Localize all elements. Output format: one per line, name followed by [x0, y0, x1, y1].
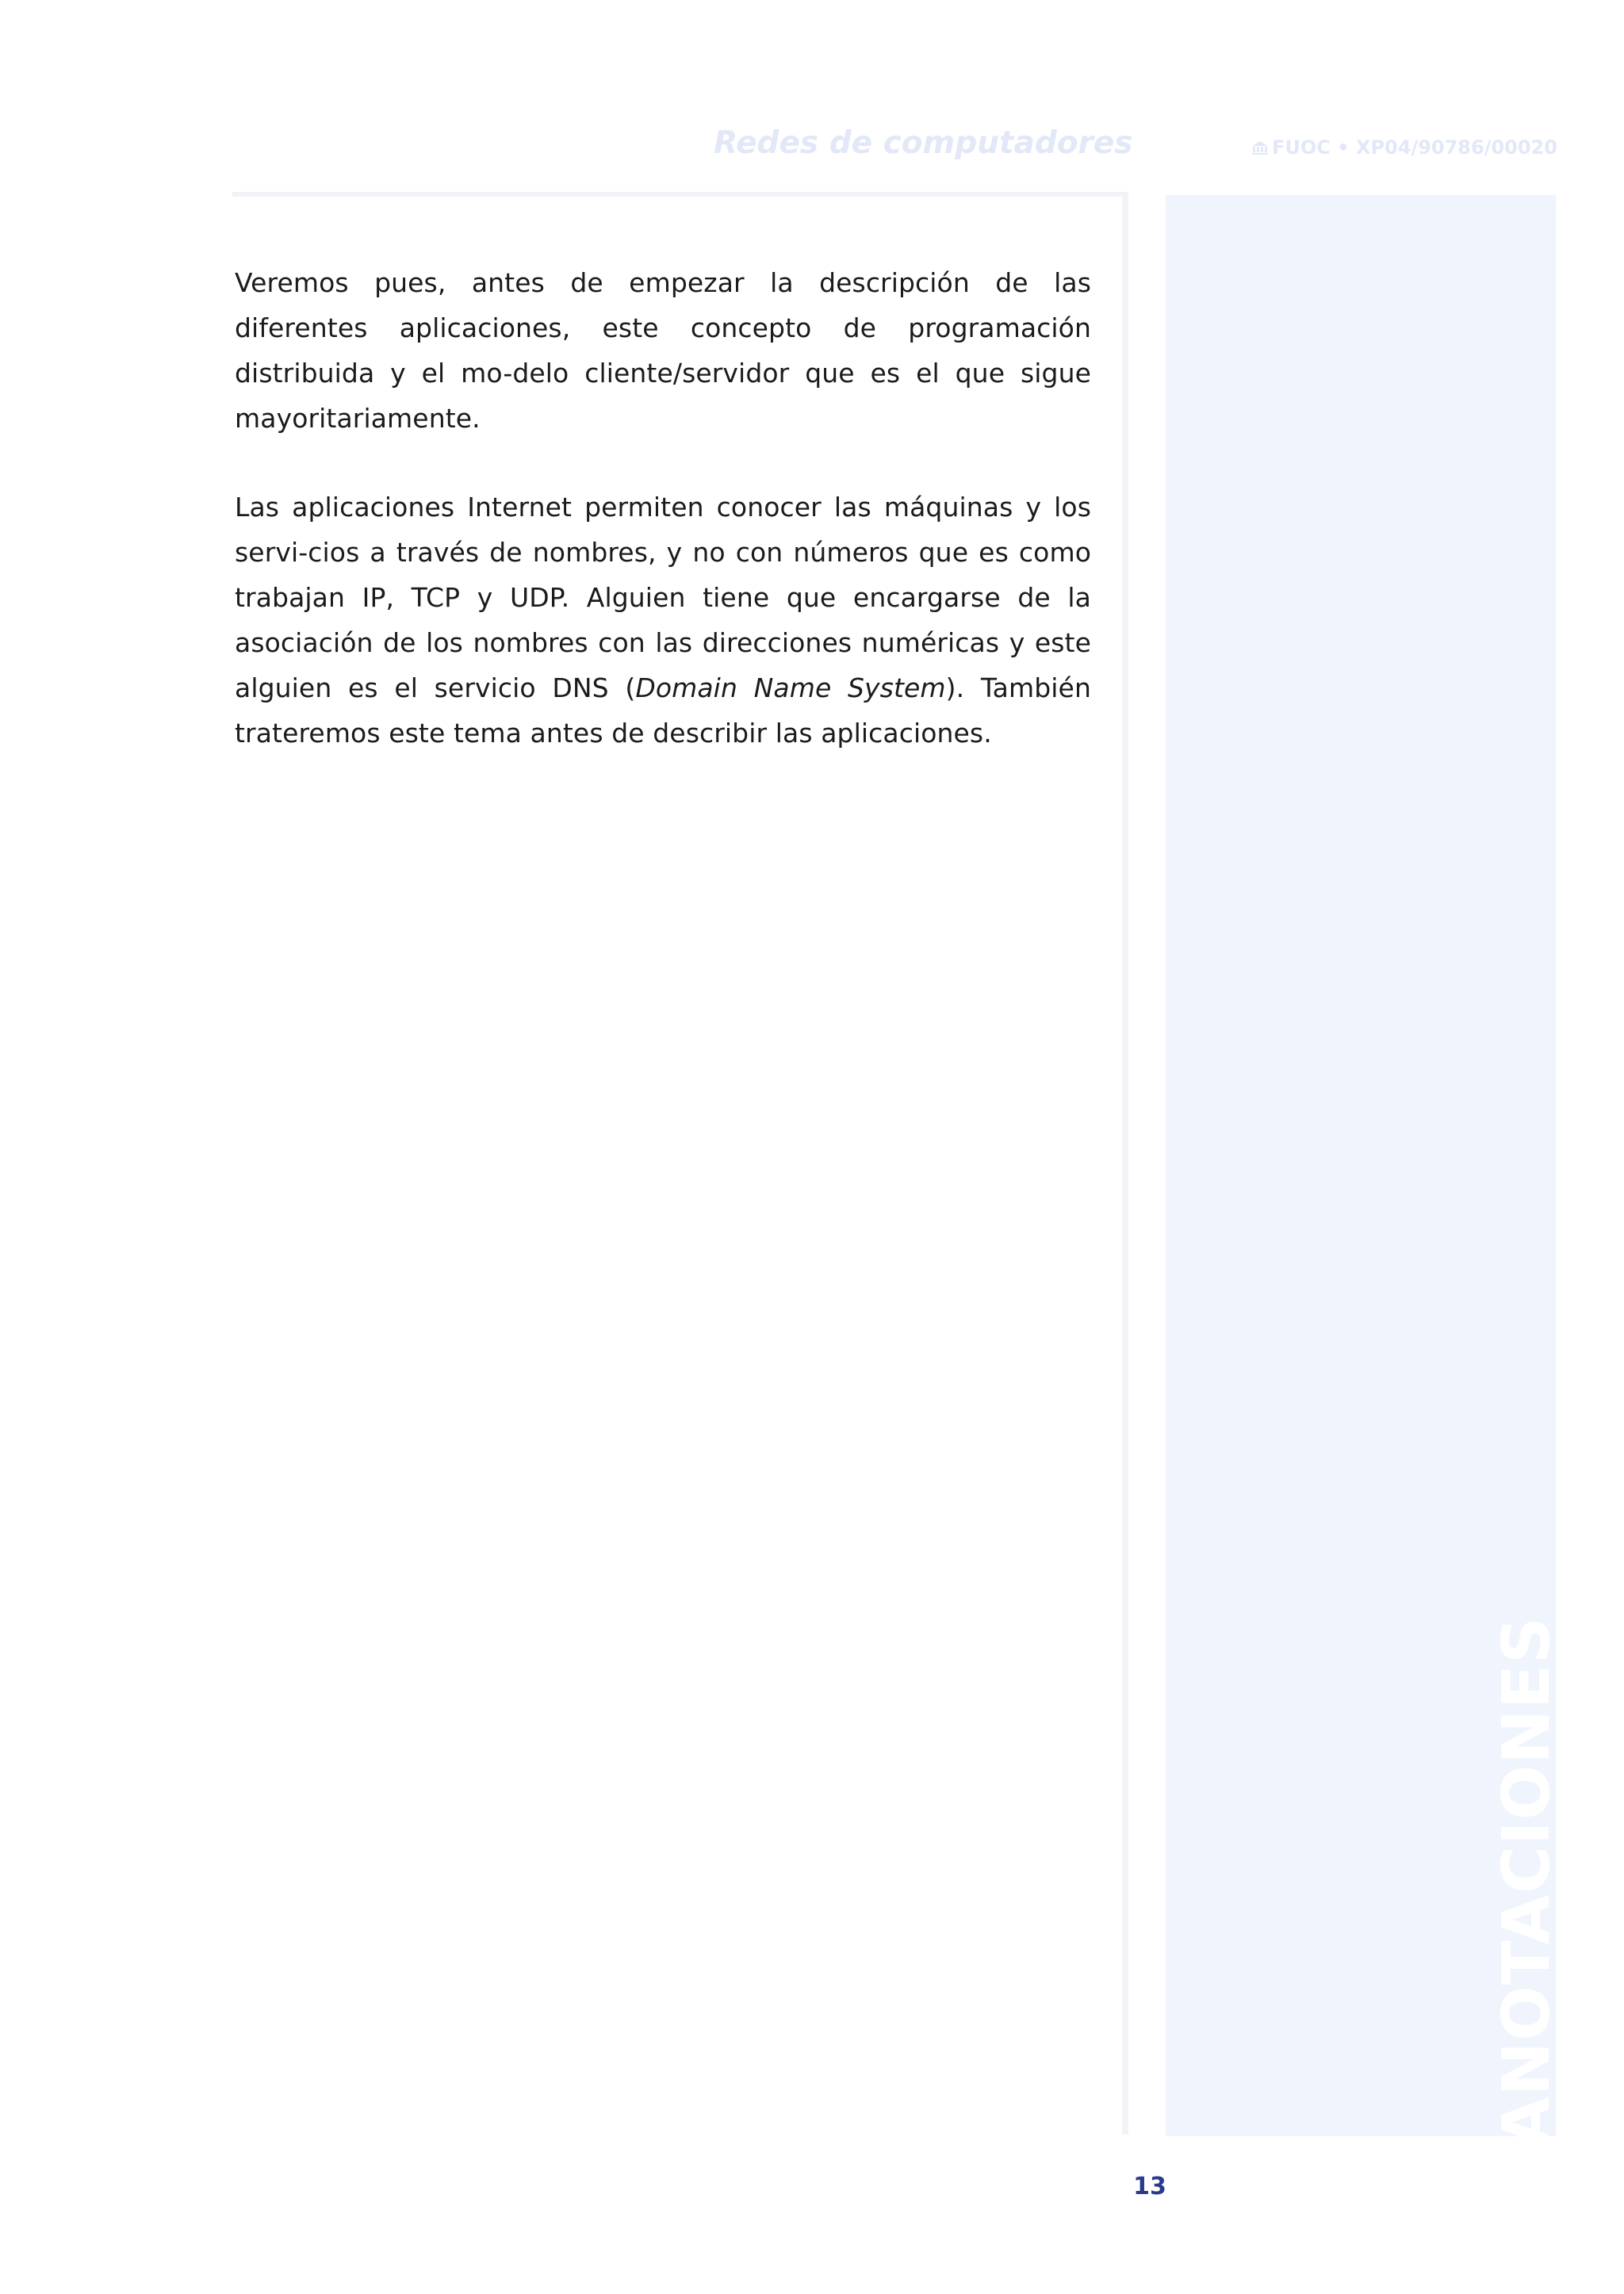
annotations-label-text: ANOTACIONES [1489, 1616, 1565, 2147]
column-rule [1122, 192, 1128, 2135]
reference-code: FUOC • XP04/90786/00020 [1272, 136, 1557, 159]
annotations-label [1489, 1616, 1565, 2147]
running-header-title: Redes de computadores [714, 125, 1133, 161]
page-number: 13 [1133, 2173, 1166, 2200]
main-body [235, 260, 1091, 799]
paragraph-2-text-b: ). También trateremos este tema antes de describir las aplicaciones. [235, 672, 1091, 749]
fuoc-logo-icon [1251, 140, 1269, 155]
paragraph-1: Veremos pues, antes de empezar la descripción de las diferentes aplicaciones, este concepto de programación distribuida y el mo-delo cliente/servidor que es el que sigue mayoritariamente. [235, 267, 1091, 434]
running-header-reference [1251, 136, 1557, 159]
header-rule [232, 192, 1127, 197]
paragraph-2-text-a: Las aplicaciones Internet permiten conocer las máquinas y los servi-cios a través de nombres, y no con números que es como trabajan IP, TCP y UDP. Alguien tiene que encargarse de la asociación de los nombres con las direcciones numéricas y este alguien es el servicio DNS ( [235, 492, 1091, 703]
paragraph-2 [235, 484, 1091, 756]
paragraph-2-italic: Domain Name System [635, 672, 946, 703]
